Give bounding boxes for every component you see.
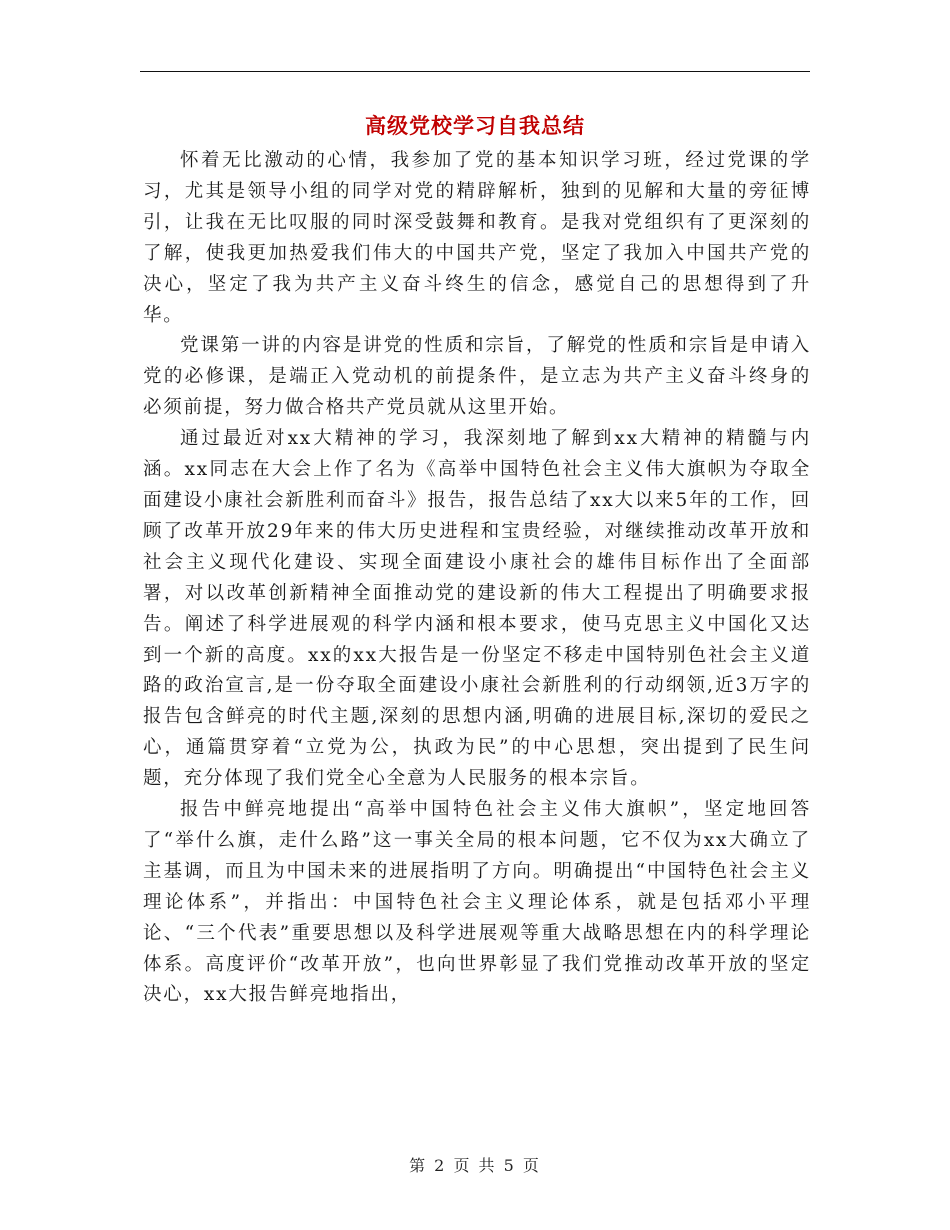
document-body	[143, 146, 811, 1011]
paragraph-3: 通过最近对xx大精神的学习，我深刻地了解到xx大精神的精髓与内涵。xx同志在大会上作了名为《高举中国特色社会主义伟大旗帜为夺取全面建设小康社会新胜利而奋斗》报告，报告总结了xx大以来5年的工作，回顾了改革开放29年来的伟大历史进程和宝贵经验，对继续推动改革开放和社会主义现代化建设、实现全面建设小康社会的雄伟目标作出了全面部署，对以改革创新精神全面推动党的建设新的伟大工程提出了明确要求报告。阐述了科学进展观的科学内涵和根本要求，使马克思主义中国化又达到一个新的高度。xx的xx大报告是一份坚定不移走中国特别色社会主义道路的政治宣言,是一份夺取全面建设小康社会新胜利的行动纲领,近3万字的报告包含鲜亮的时代主题,深刻的思想内涵,明确的进展目标,深切的爱民之心，通篇贯穿着“立党为公，执政为民”的中心思想，突出提到了民生问题，充分体现了我们党全心全意为人民服务的根本宗旨。	[143, 428, 811, 790]
paragraph-2: 党课第一讲的内容是讲党的性质和宗旨，了解党的性质和宗旨是申请入党的必修课，是端正入党动机的前提条件，是立志为共产主义奋斗终身的必须前提，努力做合格共产党员就从这里开始。	[143, 335, 811, 419]
header-rule	[140, 71, 810, 72]
paragraph-1: 怀着无比激动的心情，我参加了党的基本知识学习班，经过党课的学习，尤其是领导小组的同学对党的精辟解析，独到的见解和大量的旁征博引，让我在无比叹服的同时深受鼓舞和教育。是我对党组织有了更深刻的了解，使我更加热爱我们伟大的中国共产党，坚定了我加入中国共产党的决心，坚定了我为共产主义奋斗终生的信念，感觉自己的思想得到了升华。	[143, 150, 811, 326]
page-number-footer: 第 2 页 共 5 页	[409, 1156, 541, 1175]
document-title: 高级党校学习自我总结	[365, 113, 585, 138]
paragraph-4: 报告中鲜亮地提出“高举中国特色社会主义伟大旗帜”，坚定地回答了“举什么旗，走什么路”这一事关全局的根本问题，它不仅为xx大确立了主基调，而且为中国未来的进展指明了方向。明确提出“中国特色社会主义理论体系”，并指出：中国特色社会主义理论体系，就是包括邓小平理论、“三个代表”重要思想以及科学进展观等重大战略思想在内的科学理论体系。高度评价“改革开放”，也向世界彰显了我们党推动改革开放的坚定决心，xx大报告鲜亮地指出，	[143, 799, 811, 1006]
